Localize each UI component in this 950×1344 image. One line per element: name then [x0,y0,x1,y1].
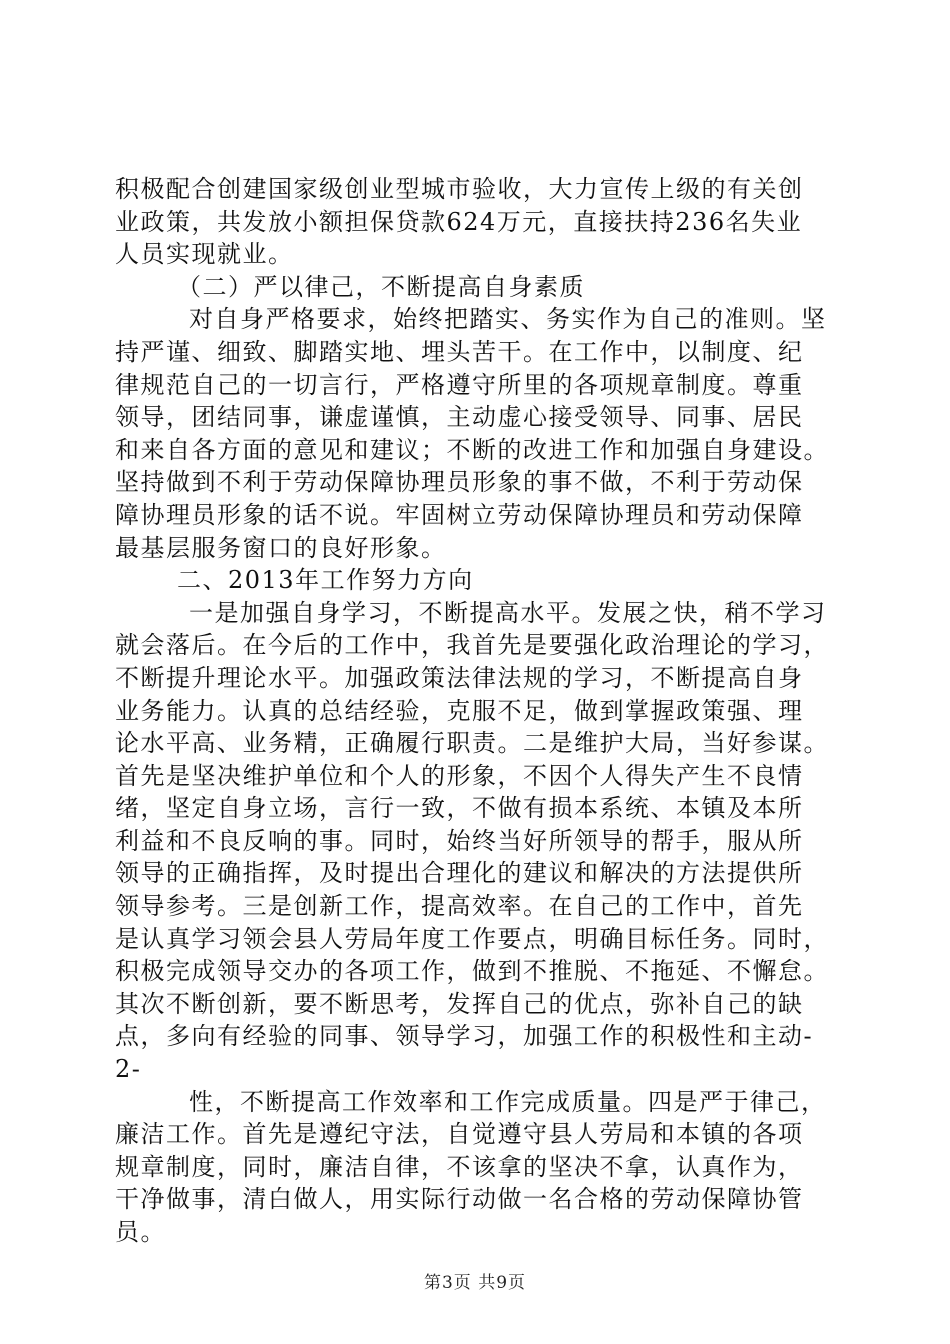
text-line: 首先是坚决维护单位和个人的形象，不因个人得失产生不良情 [115,761,804,790]
text-line: 最基层服务窗口的良好形象。 [115,533,447,562]
text-line: 论水平高、业务精，正确履行职责。二是维护大局，当好参谋。 [115,729,829,758]
text-line: 2- [115,1055,142,1084]
text-line: 和来自各方面的意见和建议；不断的改进工作和加强自身建设。 [115,435,829,464]
text-line: 人员实现就业。 [115,240,294,269]
text-line: 领导，团结同事，谦虚谨慎，主动虚心接受领导、同事、居民 [115,403,804,432]
text-line: 不断提升理论水平。加强政策法律法规的学习，不断提高自身 [115,663,804,692]
text-line: 积极完成领导交办的各项工作，做到不推脱、不拖延、不懈怠。 [115,957,829,986]
section-heading: （二）严以律己，不断提高自身素质 [177,272,585,301]
text-line: 律规范自己的一切言行，严格遵守所里的各项规章制度。尊重 [115,370,804,399]
text-line: 障协理员形象的话不说。牢固树立劳动保障协理员和劳动保障 [115,500,804,529]
text-line: 领导参考。三是创新工作，提高效率。在自己的工作中，首先 [115,892,804,921]
text-line: 干净做事，清白做人，用实际行动做一名合格的劳动保障协管 [115,1185,804,1214]
text-line: 规章制度，同时，廉洁自律，不该拿的坚决不拿，认真作为， [115,1152,804,1181]
text-line: 绪，坚定自身立场，言行一致，不做有损本系统、本镇及本所 [115,794,804,823]
text-line: 积极配合创建国家级创业型城市验收，大力宣传上级的有关创 [115,175,804,203]
text-line: 业务能力。认真的总结经验，克服不足，做到掌握政策强、理 [115,696,804,725]
text-line: 对自身严格要求，始终把踏实、务实作为自己的准则。坚 [189,305,827,334]
text-line: 廉洁工作。首先是遵纪守法，自觉遵守县人劳局和本镇的各项 [115,1120,804,1149]
text-line: 坚持做到不利于劳动保障协理员形象的事不做，不利于劳动保 [115,468,804,497]
text-line: 其次不断创新，要不断思考，发挥自己的优点，弥补自己的缺 [115,989,804,1018]
text-line: 持严谨、细致、脚踏实地、埋头苦干。在工作中，以制度、纪 [115,337,804,366]
text-line: 领导的正确指挥，及时提出合理化的建议和解决的方法提供所 [115,859,804,888]
text-line: 就会落后。在今后的工作中，我首先是要强化政治理论的学习， [115,631,829,660]
text-line: 业政策，共发放小额担保贷款624万元，直接扶持236名失业 [115,207,803,236]
text-line: 性，不断提高工作效率和工作完成质量。四是严于律己， [189,1087,827,1116]
text-line: 点，多向有经验的同事、领导学习，加强工作的积极性和主动- [115,1022,814,1051]
document-body [115,173,840,1249]
section-heading: 二、2013年工作努力方向 [177,566,474,595]
text-line: 利益和不良反响的事。同时，始终当好所领导的帮手，服从所 [115,826,804,855]
text-line: 一是加强自身学习，不断提高水平。发展之快，稍不学习 [189,598,827,627]
text-line: 员。 [115,1218,166,1246]
page-footer: 第3页 共9页 [423,1273,527,1293]
text-line: 是认真学习领会县人劳局年度工作要点，明确目标任务。同时， [115,924,829,953]
